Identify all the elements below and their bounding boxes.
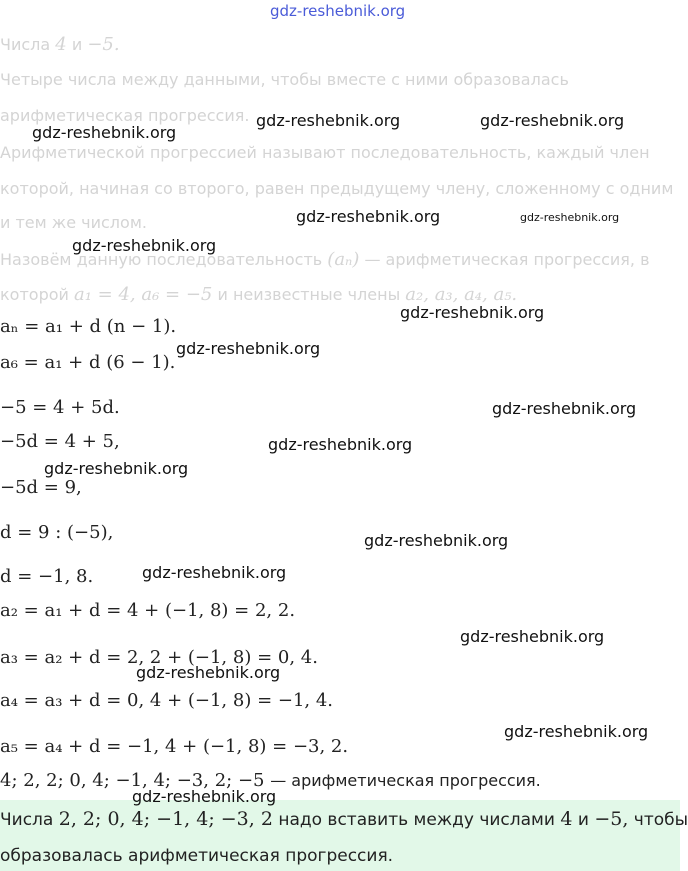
condition-line-3: арифметическая прогрессия. — [0, 106, 250, 125]
watermark: gdz-reshebnik.org — [176, 339, 321, 358]
answer-and: и — [577, 810, 589, 830]
watermark: gdz-reshebnik.org — [400, 303, 545, 322]
naming-line-1 — [0, 249, 650, 270]
watermark: gdz-reshebnik.org — [256, 111, 401, 130]
answer-prefix: Числа — [0, 810, 54, 830]
condition-line-1 — [0, 34, 120, 55]
naming-line-2 — [0, 284, 517, 305]
equation-3: −5d = 9, — [0, 477, 82, 498]
answer-line-1 — [0, 808, 688, 830]
formula-a6: a₆ = a₁ + d (6 − 1). — [0, 352, 176, 373]
watermark: gdz-reshebnik.org — [480, 111, 625, 130]
sequence-values: 4; 2, 2; 0, 4; −1, 4; −3, 2; −5 — [0, 770, 265, 791]
naming-mid: и неизвестные члены — [217, 285, 401, 304]
watermark: gdz-reshebnik.org — [142, 563, 287, 582]
term-a2: a₂ = a₁ + d = 4 + (−1, 8) = 2, 2. — [0, 600, 296, 621]
watermark: gdz-reshebnik.org — [44, 459, 189, 478]
watermark: gdz-reshebnik.org — [268, 435, 413, 454]
condition-and: и — [71, 35, 83, 54]
watermark: gdz-reshebnik.org — [296, 207, 441, 226]
definition-line-2: которой, начиная со второго, равен предыдущему члену, сложенному с одним — [0, 179, 674, 198]
condition-number-a: 4 — [55, 34, 67, 55]
term-a4: a₄ = a₃ + d = 0, 4 + (−1, 8) = −1, 4. — [0, 690, 334, 711]
watermark: gdz-reshebnik.org — [460, 627, 605, 646]
naming-known-terms: a₁ = 4, a₆ = −5 — [74, 284, 213, 305]
naming-suffix: — арифметическая прогрессия, в — [364, 250, 650, 269]
naming-sequence: (aₙ) — [327, 249, 360, 270]
definition-line-1: Арифметической прогрессией называют последовательность, каждый член — [0, 143, 650, 162]
naming-unknown-terms: a₂, a₃, a₄, a₅. — [405, 284, 518, 305]
equation-5: d = −1, 8. — [0, 566, 94, 587]
term-a3: a₃ = a₂ + d = 2, 2 + (−1, 8) = 0, 4. — [0, 647, 318, 668]
naming-prefix: Назовём данную последовательность — [0, 250, 323, 269]
watermark: gdz-reshebnik.org — [364, 531, 509, 550]
condition-line-2: Четыре числа между данными, чтобы вместе с ними образовалась — [0, 70, 569, 89]
answer-number-a: 4 — [560, 808, 573, 830]
answer-mid: надо вставить между числами — [278, 810, 555, 830]
watermark: gdz-reshebnik.org — [504, 722, 649, 741]
answer-line-2: образовалась арифметическая прогрессия. — [0, 846, 394, 866]
definition-line-3: и тем же числом. — [0, 213, 147, 232]
naming-prefix-2: которой — [0, 285, 69, 304]
answer-box — [0, 800, 688, 871]
sequence-caption: — арифметическая прогрессия. — [270, 771, 541, 790]
watermark: gdz-reshebnik.org — [72, 236, 217, 255]
watermark: gdz-reshebnik.org — [492, 399, 637, 418]
watermark: gdz-reshebnik.org — [132, 787, 277, 806]
answer-values: 2, 2; 0, 4; −1, 4; −3, 2 — [58, 808, 273, 830]
watermark: gdz-reshebnik.org — [136, 663, 281, 682]
equation-1: −5 = 4 + 5d. — [0, 397, 120, 418]
watermark: gdz-reshebnik.org — [32, 123, 177, 142]
equation-4: d = 9 : (−5), — [0, 522, 114, 543]
condition-number-b: −5. — [87, 34, 120, 55]
equation-2: −5d = 4 + 5, — [0, 431, 120, 452]
condition-prefix: Числа — [0, 35, 51, 54]
watermark: gdz-reshebnik.org — [520, 211, 620, 224]
answer-number-b: −5, — [594, 808, 629, 830]
formula-general-term: aₙ = a₁ + d (n − 1). — [0, 316, 177, 337]
answer-suffix: чтобы — [633, 810, 688, 830]
term-a5: a₅ = a₄ + d = −1, 4 + (−1, 8) = −3, 2. — [0, 736, 349, 757]
watermark-top: gdz-reshebnik.org — [270, 2, 406, 20]
